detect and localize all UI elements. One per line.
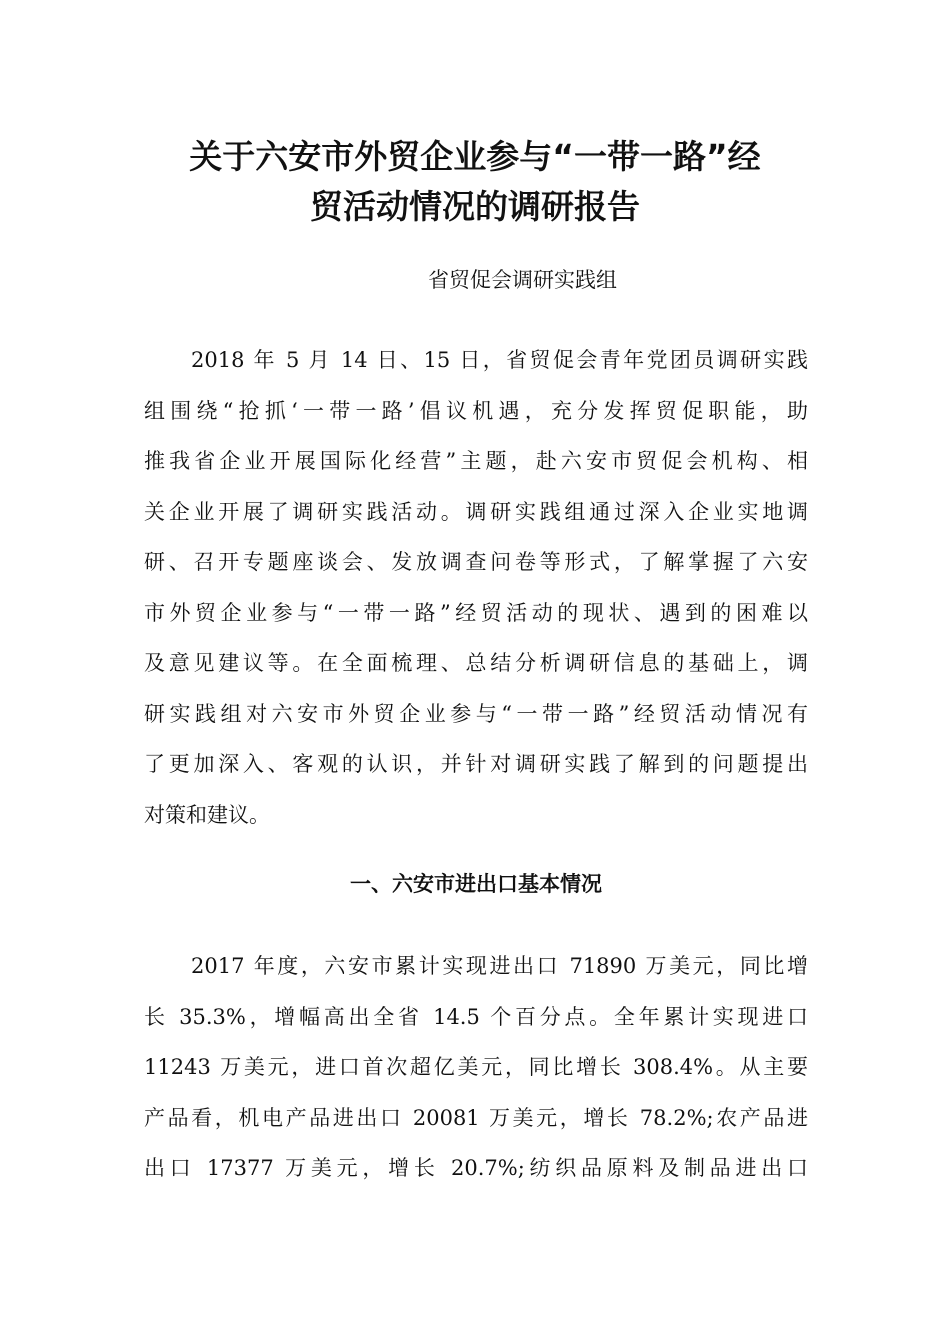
paragraph-line: 出口 17377 万美元，增长 20.7%;纺织品原料及制品进出口 bbox=[144, 1156, 808, 1180]
paragraph-line: 2018 年 5 月 14 日、15 日，省贸促会青年党团员调研实践 bbox=[191, 348, 808, 372]
author-line: 省贸促会调研实践组 bbox=[428, 268, 617, 292]
paragraph-line: 组围绕“抢抓‘一带一路’倡议机遇，充分发挥贸促职能，助 bbox=[144, 398, 808, 423]
paragraph-line: 对策和建议。 bbox=[144, 802, 270, 827]
paragraph-line: 关企业开展了调研实践活动。调研实践组通过深入企业实地调 bbox=[144, 499, 808, 524]
paragraph-line: 2017 年度，六安市累计实现进出口 71890 万美元，同比增 bbox=[191, 954, 808, 978]
paragraph-line: 推我省企业开展国际化经营”主题，赴六安市贸促会机构、相 bbox=[144, 449, 808, 473]
intro-paragraph bbox=[144, 335, 808, 840]
section-paragraph bbox=[144, 941, 808, 1194]
title-line: 贸活动情况的调研报告 bbox=[310, 187, 640, 226]
document-title bbox=[130, 132, 820, 232]
paragraph-line: 研实践组对六安市外贸企业参与“一带一路”经贸活动情况有 bbox=[144, 701, 808, 726]
title-line: 关于六安市外贸企业参与“一带一路”经 bbox=[189, 137, 761, 176]
section-heading: 一、六安市进出口基本情况 bbox=[350, 872, 602, 896]
paragraph-line: 长 35.3%，增幅高出全省 14.5 个百分点。全年累计实现进口 bbox=[144, 1004, 808, 1029]
paragraph-line: 产品看，机电产品进出口 20081 万美元，增长 78.2%;农产品进 bbox=[144, 1105, 808, 1130]
paragraph-line: 11243 万美元，进口首次超亿美元，同比增长 308.4%。从主要 bbox=[144, 1055, 808, 1079]
paragraph-line: 研、召开专题座谈会、发放调查问卷等形式，了解掌握了六安 bbox=[144, 550, 808, 574]
paragraph-line: 市外贸企业参与“一带一路”经贸活动的现状、遇到的困难以 bbox=[144, 600, 808, 625]
paragraph-line: 及意见建议等。在全面梳理、总结分析调研信息的基础上，调 bbox=[144, 651, 808, 675]
paragraph-line: 了更加深入、客观的认识，并针对调研实践了解到的问题提出 bbox=[144, 752, 808, 776]
